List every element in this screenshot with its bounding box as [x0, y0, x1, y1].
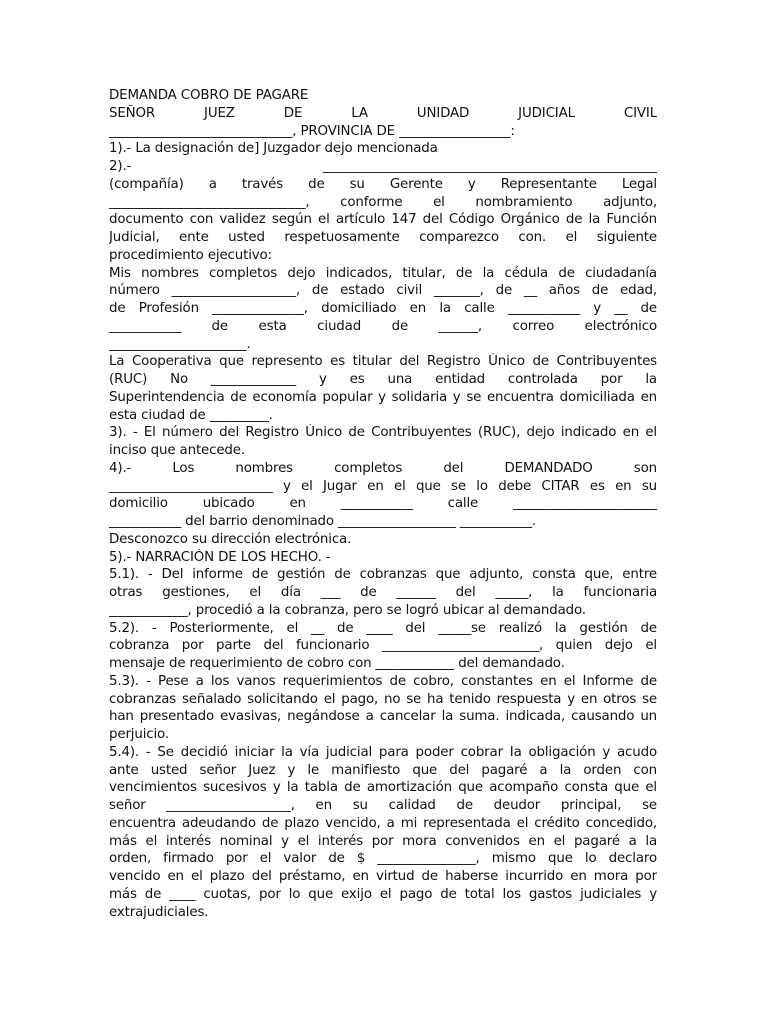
- document-line: cobranzas señalado solicitando el pago, no se ha tenido respuesta y en otros se: [109, 691, 657, 707]
- document-line: 5.2). - Posteriormente, el __ de ____ del _____se realizó la gestión de: [109, 620, 657, 636]
- document-line: número ___________________, de estado civil _______, de __ años de edad,: [109, 283, 657, 299]
- document-line: vencido en el plazo del préstamo, en virtud de haberse incurrido en mora por: [109, 869, 657, 884]
- document-line: procedimiento ejecutivo:: [109, 247, 272, 263]
- document-line: señor ___________________, en su calidad de deudor principal, se: [109, 798, 657, 813]
- document-line: Mis nombres completos dejo indicados, titular, de la cédula de ciudadanía: [109, 265, 657, 281]
- document-page: [109, 87, 657, 921]
- document-line: (compañía) a través de su Gerente y Representante Legal: [109, 176, 657, 192]
- document-line: han presentado evasivas, negándose a cancelar la suma. indicada, causando un: [109, 709, 657, 725]
- document-line: esta ciudad de _________.: [109, 407, 273, 423]
- document-line: orden, firmado por el valor de $ _______________, mismo que lo declaro: [109, 851, 657, 867]
- document-line: (RUC) No _____________ y es una entidad controlada por la: [109, 372, 657, 387]
- document-line: domicilio ubicado en ___________ calle ______________________: [109, 496, 657, 512]
- document-line: SEÑOR JUEZ DE LA UNIDAD JUDICIAL CIVIL: [109, 105, 657, 121]
- document-line: mensaje de requerimiento de cobro con ____________ del demandado.: [109, 656, 565, 671]
- document-line: 5.3). - Pese a los vanos requerimientos de cobro, constantes en el Informe de: [109, 673, 657, 689]
- document-line: Desconozco su dirección electrónica.: [109, 531, 352, 547]
- document-line: más de ____ cuotas, por lo que exijo el pago de total los gastos judiciales y: [109, 886, 657, 902]
- document-line: Judicial, ente usted respetuosamente comparezco con. el siguiente: [109, 230, 657, 245]
- document-line: 5.1). - Del informe de gestión de cobranzas que adjunto, consta que, entre: [109, 567, 657, 583]
- document-line: La Cooperativa que represento es titular del Registro Único de Contribuyentes: [109, 354, 657, 370]
- document-line: _____________________.: [109, 336, 251, 352]
- document-line: encuentra adeudando de plazo vencido, a mi representada el crédito concedido,: [109, 815, 657, 831]
- document-line: 5.4). - Se decidió iniciar la vía judicial para poder cobrar Ia obligación y acudo: [109, 744, 657, 760]
- document-line: ____________________________, PROVINCIA DE _________________:: [109, 123, 515, 139]
- document-line: ___________ de esta ciudad de ______, correo electrónico: [109, 318, 657, 334]
- document-line: de Profesión ______________, domiciliado en la calle ___________ y __ de: [109, 301, 657, 316]
- document-line: extrajudiciales.: [109, 904, 209, 920]
- document-title: DEMANDA COBRO DE PAGARE: [109, 88, 309, 103]
- document-line: cobranza por parte del funcionario ________________________, quien dejo el: [109, 638, 657, 654]
- document-line: vencimientos sucesivos y la tabla de amortización que acompaño consta que el: [109, 780, 657, 796]
- document-line: inciso que antecede.: [109, 443, 245, 458]
- document-line: Superintendencia de economía popular y solidaria y se encuentra domiciliada en: [109, 389, 657, 405]
- document-line: ante usted señor Juez y le manifiesto que del pagaré a la orden con: [109, 762, 657, 778]
- document-line: documento con validez según el artículo 147 del Código Orgánico de la Función: [109, 212, 657, 228]
- document-line: 2).- ___________________________________________________: [109, 159, 657, 174]
- document-line: _________________________ y el Jugar en el que se lo debe CITAR es en su: [109, 478, 657, 494]
- document-line: 1).- La designación de] Juzgador dejo mencionada: [109, 141, 438, 157]
- document-line: 3). - El número del Registro Único de Contribuyentes (RUC), dejo indicado en el: [109, 425, 657, 441]
- document-line: ___________ del barrio denominado __________________ ___________.: [109, 514, 537, 529]
- document-line: más el interés nominal y el interés por mora convenidos en el pagaré a la: [109, 833, 657, 849]
- document-line: ____________, procedió a la cobranza, pero se logró ubicar al demandado.: [109, 602, 586, 618]
- document-line: otras gestiones, el día ___ de ______ del _____, la funcionaria: [109, 585, 657, 600]
- document-line: perjuicio.: [109, 727, 169, 742]
- document-line: 4).- Los nombres completos del DEMANDADO son: [109, 460, 657, 476]
- document-body: [109, 105, 657, 922]
- document-line: 5).- NARRACIÓN DE LOS HECHO. -: [109, 549, 331, 565]
- document-line: ______________________________, conforme el nombramiento adjunto,: [109, 194, 657, 210]
